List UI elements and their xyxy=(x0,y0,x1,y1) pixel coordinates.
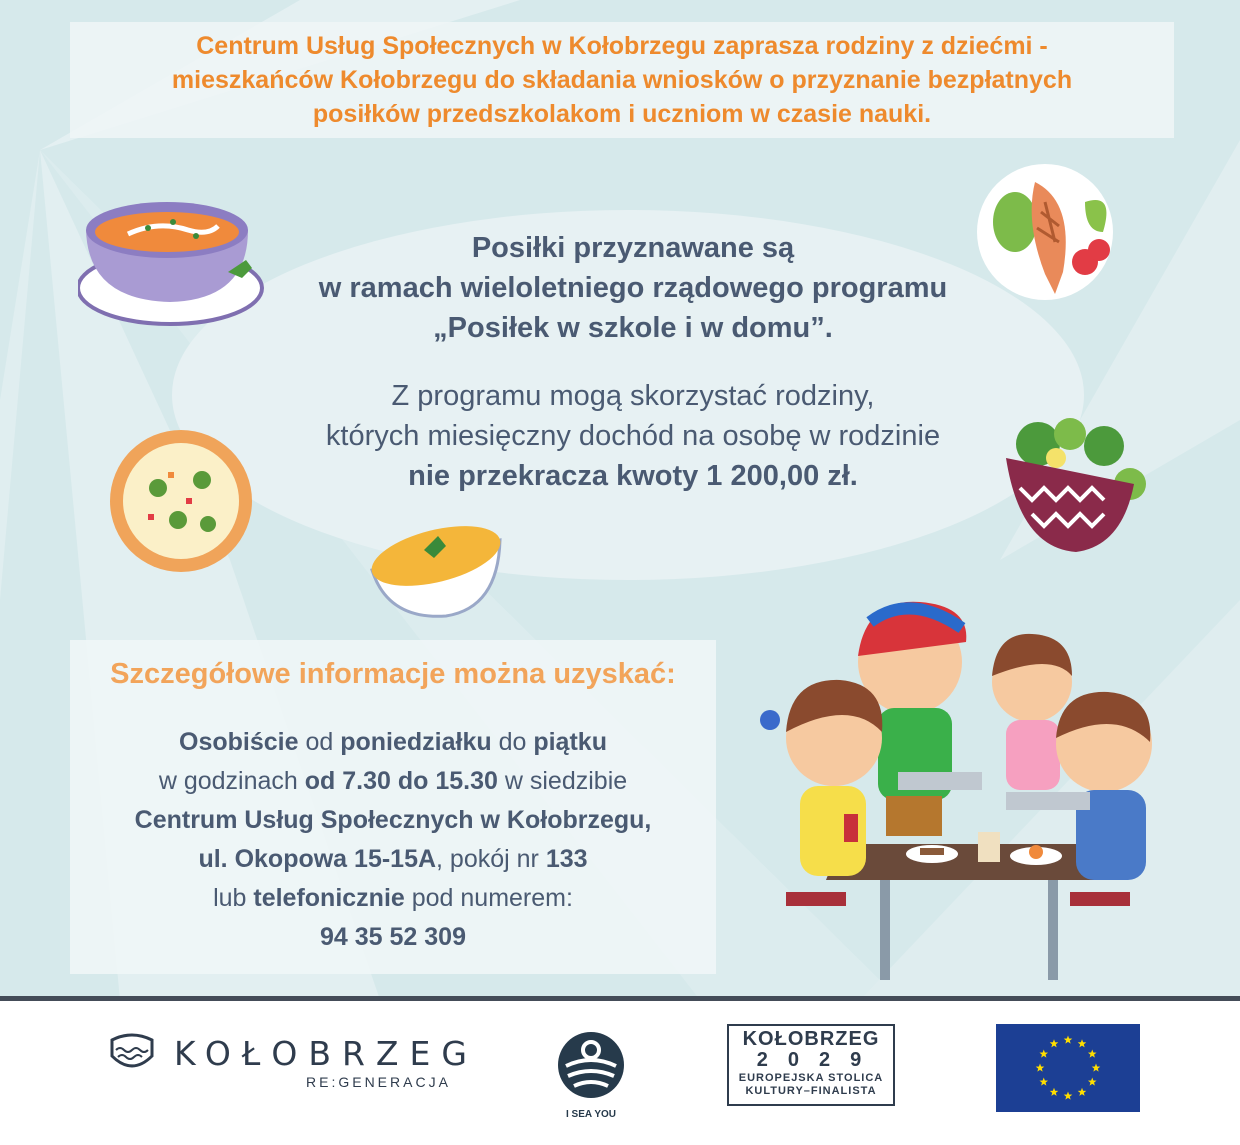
salad-bowl-illustration xyxy=(1000,418,1150,556)
rice-plate-illustration xyxy=(108,428,254,574)
day-friday: piątku xyxy=(533,728,607,756)
room-number: 133 xyxy=(545,845,588,873)
word-seat: w siedzibie xyxy=(497,767,628,795)
program-line-3: „Posiłek w szkole i w domu”. xyxy=(433,312,833,344)
contact-line-1 xyxy=(70,723,716,762)
center-name: Centrum Usług Społecznych w Kołobrzegu, xyxy=(134,806,652,834)
eu-flag-icon xyxy=(996,1024,1140,1112)
header-line-1: Centrum Usług Społecznych w Kołobrzegu zaprasza rodziny z dziećmi - xyxy=(196,32,1048,60)
header-box xyxy=(70,22,1174,138)
fish-plate-illustration xyxy=(975,162,1140,302)
program-line-1: Posiłki przyznawane są xyxy=(471,232,795,264)
in-person-word: Osobiście xyxy=(179,728,299,756)
i-sea-you-logo xyxy=(556,1030,626,1130)
contact-info-title: Szczegółowe informacje można uzyskać: xyxy=(110,658,676,690)
phone-word: telefonicznie xyxy=(253,884,405,912)
contact-info-box xyxy=(70,640,716,974)
word-or: lub xyxy=(213,884,254,912)
k2029-title: KOŁOBRZEG xyxy=(742,1028,880,1050)
cream-soup-illustration xyxy=(368,510,504,622)
k2029-subtitle-1: EUROPEJSKA STOLICA xyxy=(738,1072,884,1084)
header-line-3: posiłków przedszkolakom i uczniom w czasie nauki. xyxy=(312,100,932,128)
program-line-5: których miesięczny dochód na osobę w rodzinie xyxy=(325,420,941,452)
contact-line-6 xyxy=(70,918,716,957)
word-hours: w godzinach xyxy=(158,767,305,795)
contact-line-4 xyxy=(70,840,716,879)
word-od: od xyxy=(298,728,341,756)
regeneracja-wordmark: RE:GENERACJA xyxy=(306,1074,451,1090)
program-line-6: nie przekracza kwoty 1 200,00 zł. xyxy=(408,460,858,492)
contact-line-3 xyxy=(70,801,716,840)
kolobrzeg-regeneracja-logo xyxy=(108,1026,478,1096)
room-prefix: , pokój nr xyxy=(436,845,546,873)
children-eating-illustration xyxy=(730,592,1170,987)
contact-line-2 xyxy=(70,762,716,801)
contact-line-5 xyxy=(70,879,716,918)
office-hours: od 7.30 do 15.30 xyxy=(304,767,498,795)
program-line-2: w ramach wieloletniego rządowego programu xyxy=(318,272,948,304)
kolobrzeg-2029-logo xyxy=(727,1024,895,1106)
header-line-2: mieszkańców Kołobrzegu do składania wniosków o przyznanie bezpłatnych xyxy=(171,66,1073,94)
waves-logo-icon xyxy=(108,1030,156,1074)
day-monday: poniedziałku xyxy=(340,728,492,756)
k2029-year: 2029 xyxy=(756,1049,882,1071)
program-info xyxy=(250,228,1016,496)
address: ul. Okopowa 15-15A xyxy=(198,845,437,873)
soup-bowl-illustration xyxy=(78,190,278,330)
program-line-4: Z programu mogą skorzystać rodziny, xyxy=(391,380,875,412)
k2029-subtitle-2: KULTURY–FINALISTA xyxy=(745,1085,877,1097)
word-do: do xyxy=(491,728,534,756)
kolobrzeg-wordmark: KOŁOBRZEG xyxy=(174,1034,478,1073)
i-sea-you-icon xyxy=(556,1030,626,1100)
i-sea-you-label: I SEA YOU xyxy=(565,1109,616,1120)
phone-number: 94 35 52 309 xyxy=(320,923,466,951)
word-number: pod numerem: xyxy=(404,884,573,912)
